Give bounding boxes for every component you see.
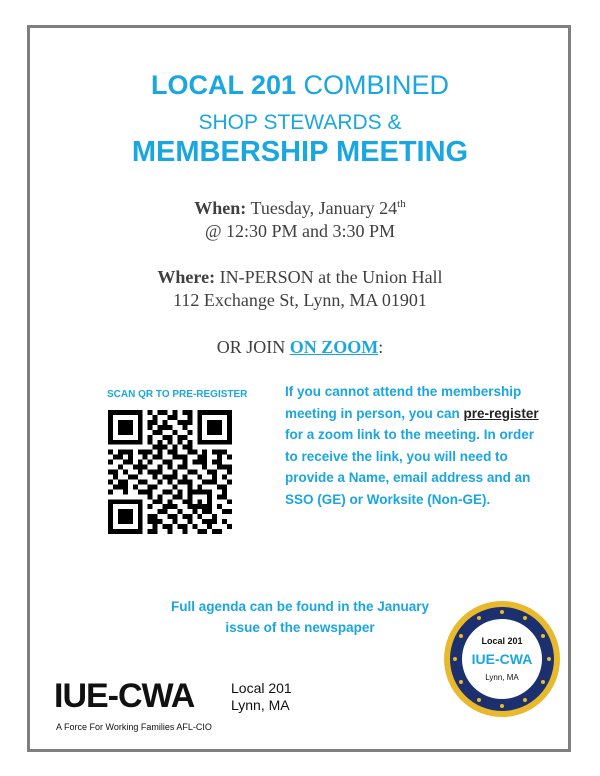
when-times: @ 12:30 PM and 3:30 PM — [204, 221, 396, 241]
zoom-instructions: If you cannot attend the membership meeting in person, you can pre-register for a zoom link to the meeting. In order to receive the link, you will need to provide a Name, email address and an SSO (GE) or Worksite (Non-GE). — [285, 384, 539, 507]
title-line-2: SHOP STEWARDS & — [198, 111, 402, 134]
pre-register-link[interactable]: pre-register — [463, 405, 539, 421]
seal-center-text: IUE-CWA — [471, 651, 533, 667]
agenda-line-1: Full agenda can be found in the January — [170, 599, 430, 614]
agenda-line-2: issue of the newspaper — [225, 620, 375, 635]
seal-bottom-text: Lynn, MA — [485, 673, 519, 682]
iue-cwa-logo — [54, 676, 304, 744]
local-201-seal — [443, 600, 561, 718]
logo-local: Local 201 Lynn, MA — [231, 680, 292, 713]
join-line: OR JOIN ON ZOOM: — [216, 337, 384, 357]
where-address: 112 Exchange St, Lynn, MA 01901 — [173, 290, 427, 310]
title-line-3: MEMBERSHIP MEETING — [131, 136, 469, 168]
where-line: Where: IN-PERSON at the Union Hall — [157, 267, 443, 287]
qr-code[interactable] — [108, 410, 232, 534]
seal-top-text: Local 201 — [481, 636, 523, 646]
qr-label: SCAN QR TO PRE-REGISTER — [107, 389, 248, 400]
logo-tagline: A Force For Working Families AFL-CIO — [56, 722, 212, 732]
title-line-1: LOCAL 201 COMBINED — [150, 70, 450, 100]
when-line: When: Tuesday, January 24th — [194, 198, 406, 218]
logo-wordmark: IUE-CWA — [54, 677, 195, 715]
zoom-link[interactable]: ON ZOOM — [289, 337, 379, 357]
